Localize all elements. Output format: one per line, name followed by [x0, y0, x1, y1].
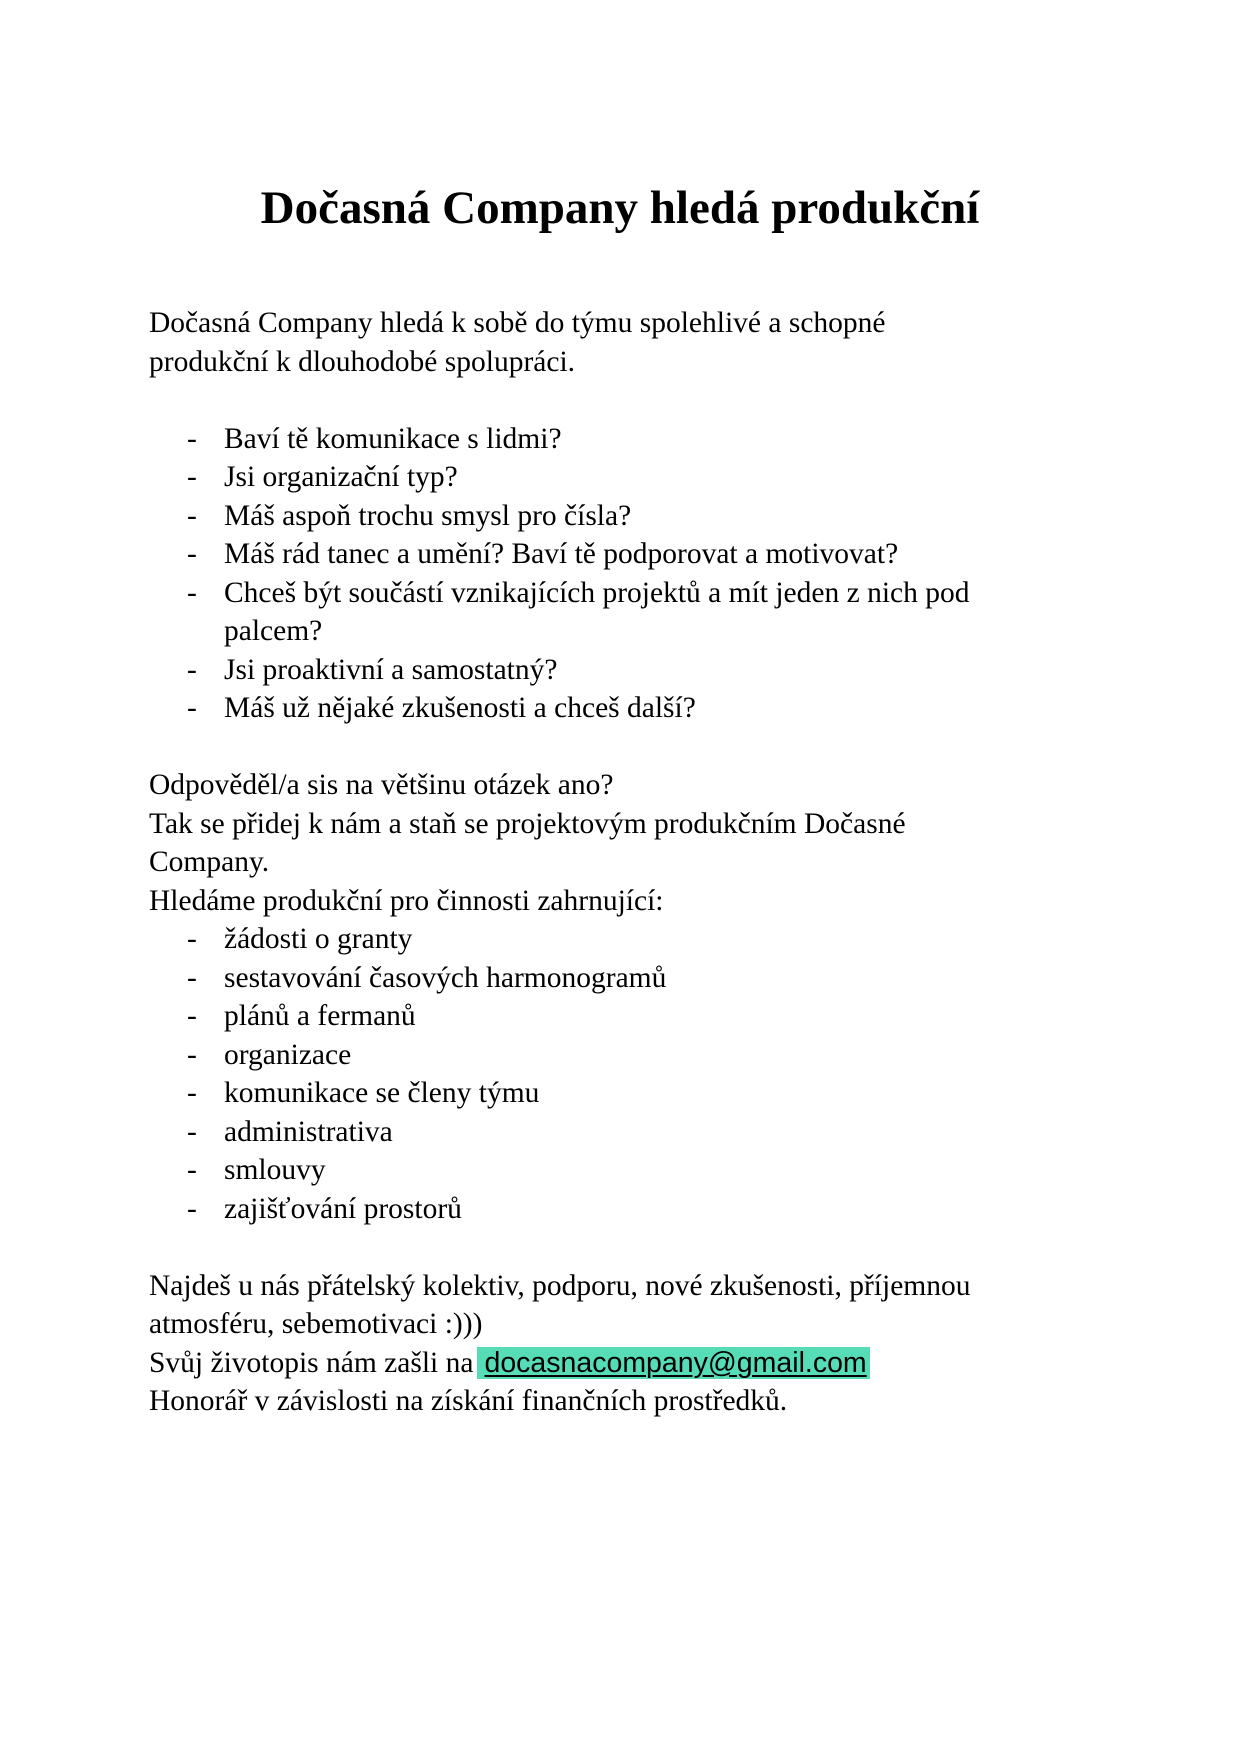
list-item: - Chceš být součástí vznikajících projektů a mít jeden z nich pod palcem? — [149, 574, 1109, 651]
join-line-2: Company. — [149, 846, 270, 878]
list-item: - Jsi proaktivní a samostatný? — [149, 651, 1109, 690]
list-item: - Baví tě komunikace s lidmi? — [149, 420, 1109, 459]
list-item: - Máš už nějaké zkušenosti a chceš další? — [149, 689, 1109, 728]
intro-line-1: Dočasná Company hledá k sobě do týmu spolehlivé a schopné — [149, 307, 886, 339]
cv-line — [149, 1344, 1109, 1383]
list-marker: - — [187, 538, 197, 570]
list-marker: - — [187, 1154, 197, 1186]
document-body — [149, 304, 1109, 1421]
join-line-1: Tak se přidej k nám a staň se projektovým produkčním Dočasné — [149, 807, 906, 840]
answer-line: Odpověděl/a sis na většinu otázek ano? — [149, 769, 614, 801]
questions-list — [149, 420, 1109, 728]
spacer — [149, 381, 1109, 420]
activities-list — [149, 920, 1109, 1228]
activities-heading: Hledáme produkční pro činnosti zahrnující: — [149, 884, 664, 917]
list-marker: - — [187, 1000, 197, 1032]
page-title: Dočasná Company hledá produkční — [260, 182, 980, 234]
list-item: - organizace — [149, 1036, 1109, 1075]
cv-prefix: Svůj životopis nám zašli na — [149, 1346, 474, 1379]
list-marker: - — [187, 422, 197, 455]
list-marker: - — [187, 692, 197, 724]
list-item: - sestavování časových harmonogramů — [149, 959, 1109, 998]
list-marker: - — [187, 923, 197, 955]
list-item: - žádosti o granty — [149, 920, 1109, 959]
list-item: - zajišťování prostorů — [149, 1190, 1109, 1229]
list-marker: - — [187, 961, 197, 994]
list-marker: - — [187, 1192, 197, 1225]
list-item: - plánů a fermanů — [149, 997, 1109, 1036]
list-marker: - — [187, 1077, 197, 1109]
email-link[interactable]: docasnacompany@gmail.com — [477, 1347, 869, 1379]
list-marker: - — [187, 653, 197, 686]
list-item: - Máš rád tanec a umění? Baví tě podporovat a motivovat? — [149, 535, 1109, 574]
intro-line-2: produkční k dlouhodobé spolupráci. — [149, 345, 576, 378]
spacer — [149, 728, 1109, 767]
list-item: - komunikace se členy týmu — [149, 1074, 1109, 1113]
list-item: - administrativa — [149, 1113, 1109, 1152]
spacer — [149, 1228, 1109, 1267]
list-marker: - — [187, 1115, 197, 1148]
offer-line-2: atmosféru, sebemotivaci :))) — [149, 1308, 483, 1340]
list-marker: - — [187, 576, 197, 609]
offer-line-1: Najdeš u nás přátelský kolektiv, podporu, nové zkušenosti, příjemnou — [149, 1269, 971, 1302]
list-item: - smlouvy — [149, 1151, 1109, 1190]
list-marker: - — [187, 461, 197, 493]
list-marker: - — [187, 499, 197, 532]
list-item: - Máš aspoň trochu smysl pro čísla? — [149, 497, 1109, 536]
fee-line: Honorář v závislosti na získání finančních prostředků. — [149, 1385, 788, 1417]
list-item: - Jsi organizační typ? — [149, 458, 1109, 497]
list-marker: - — [187, 1038, 197, 1071]
